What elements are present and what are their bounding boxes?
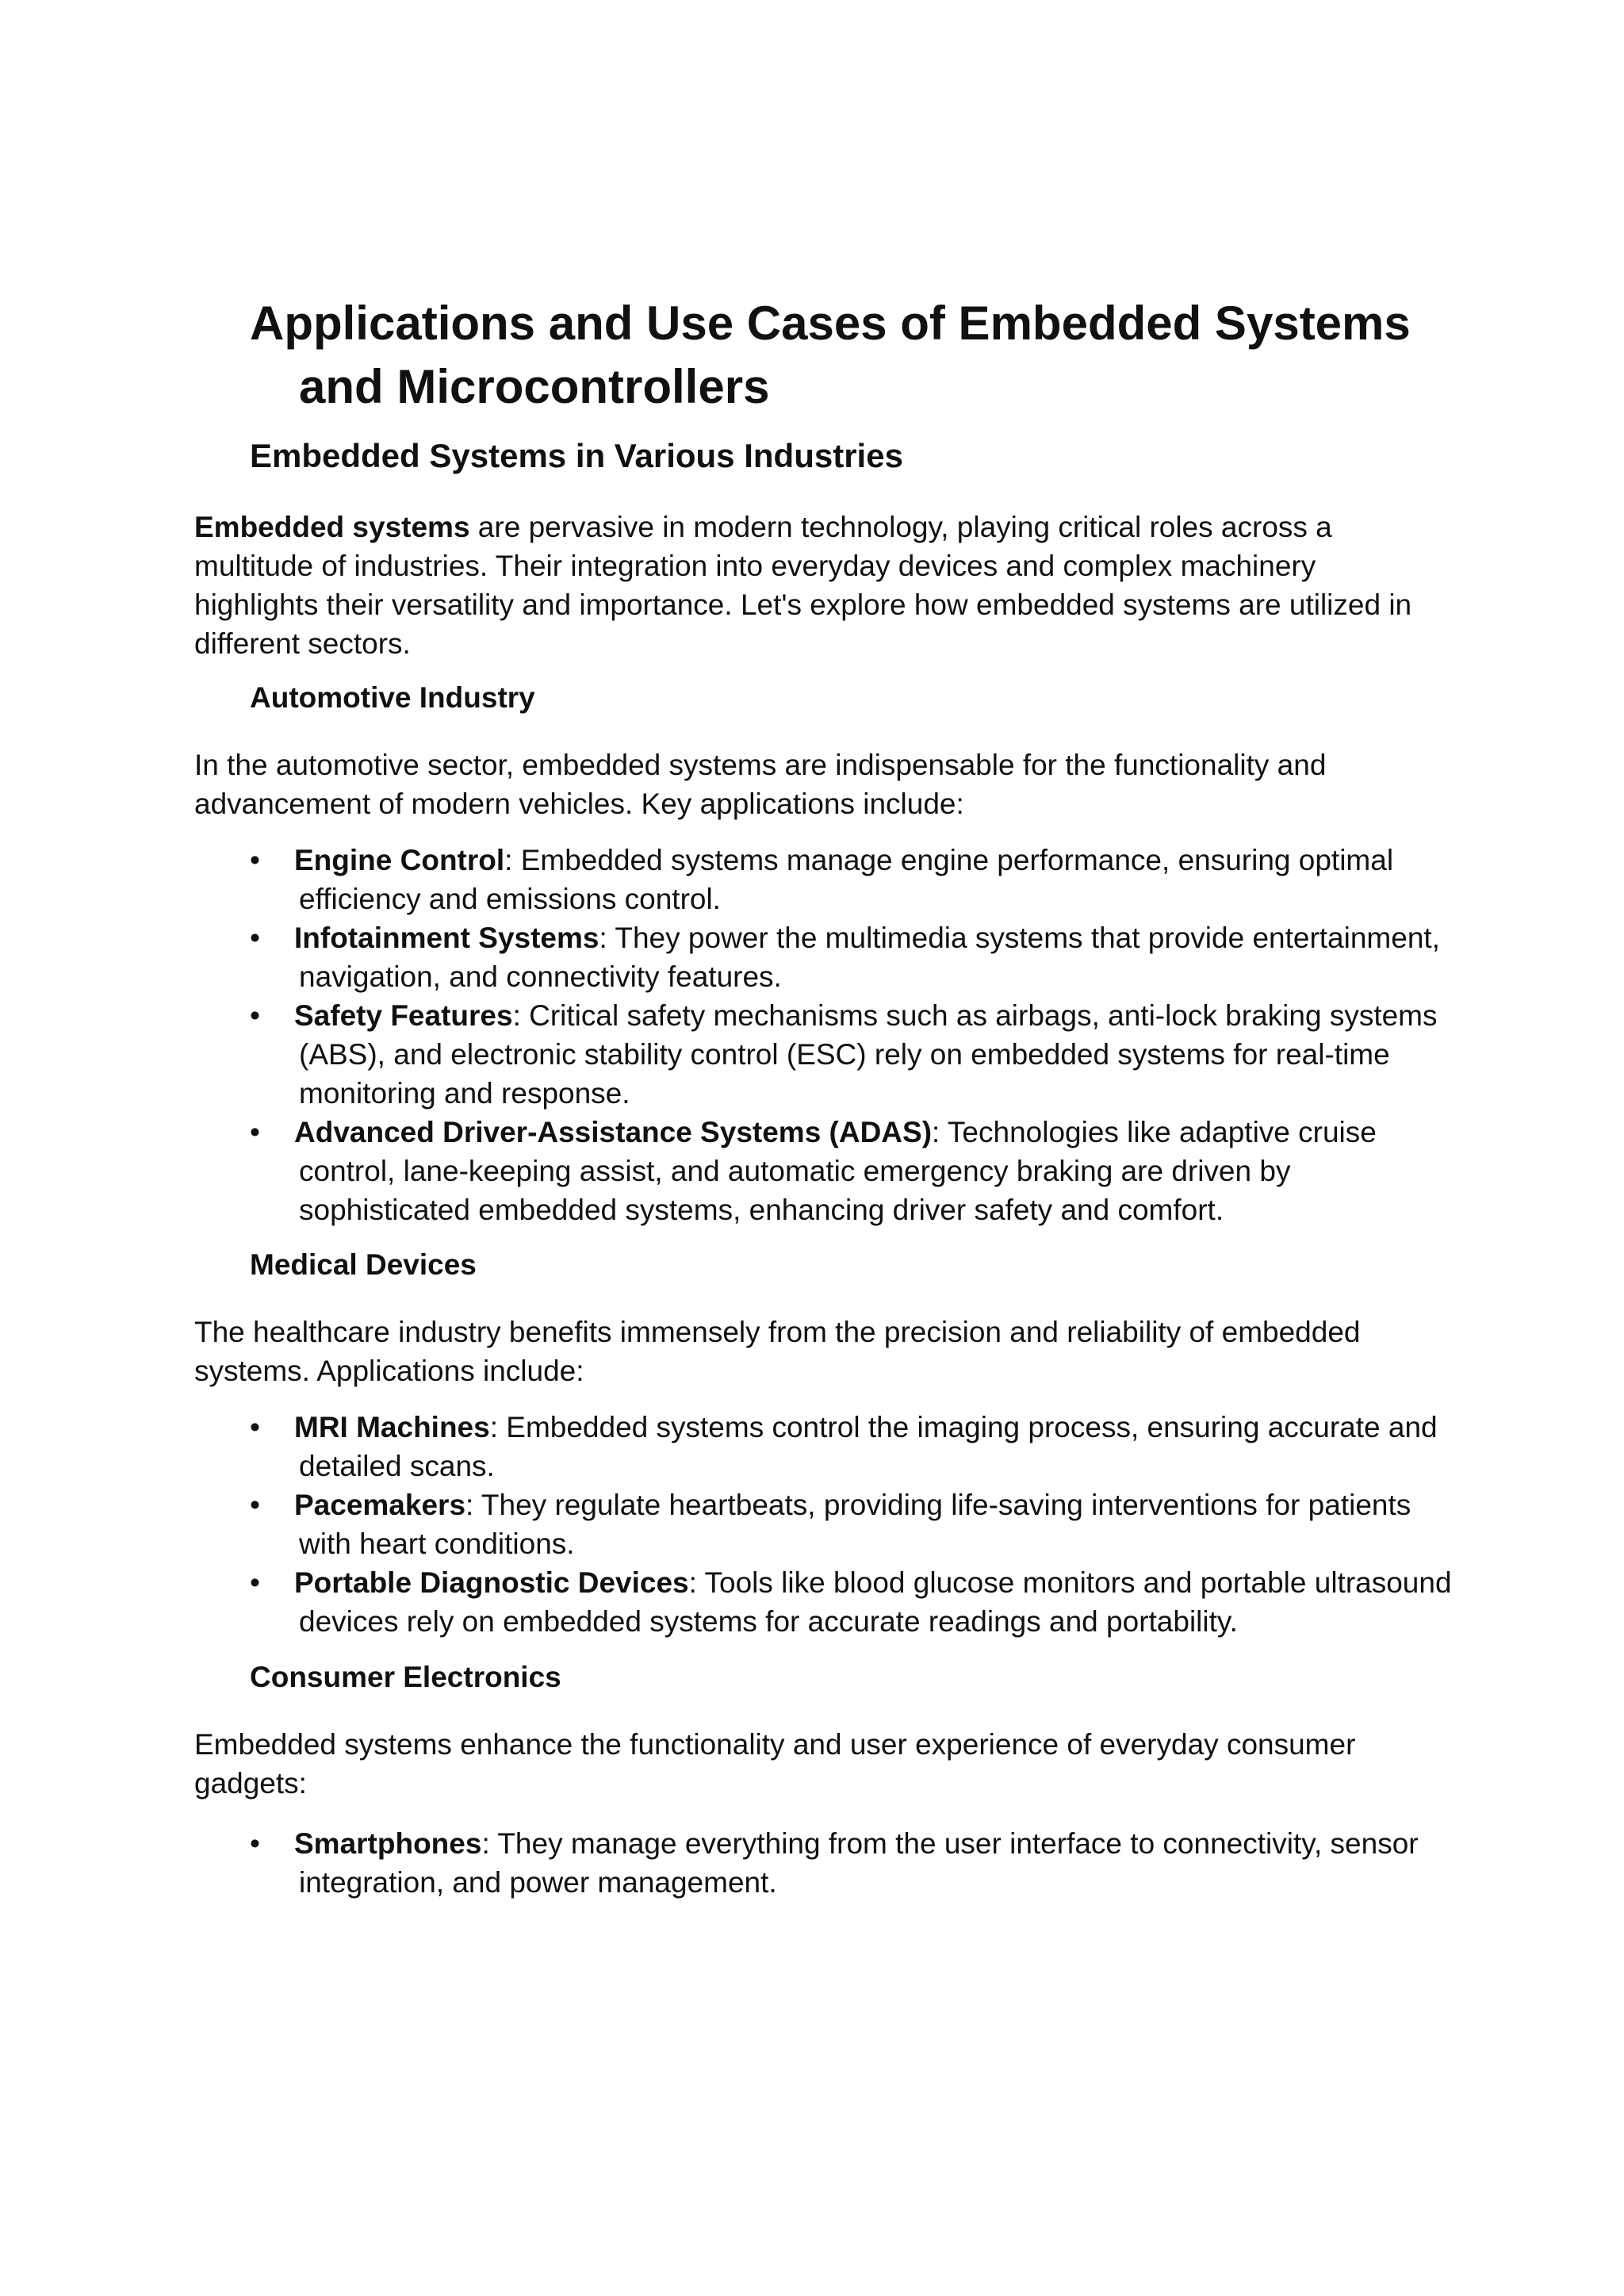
page-title — [250, 292, 1439, 419]
medical-heading: Medical Devices — [250, 1248, 477, 1281]
list-item-desc: : They regulate heartbeats, providing life-saving interventions for patients with heart conditions. — [299, 1489, 1411, 1560]
list-item — [194, 1408, 1463, 1485]
list-item — [194, 1113, 1463, 1229]
list-item-desc: : Technologies like adaptive cruise control, lane-keeping assist, and automatic emergency braking are driven by sophisticated embedded systems, enhancing driver safety and comfort. — [299, 1116, 1377, 1226]
consumer-intro: Embedded systems enhance the functionality and user experience of everyday consumer gadgets: — [194, 1728, 1356, 1800]
intro-text: are pervasive in modern technology, playing critical roles across a multitude of industries. Their integration into everyday devices and complex machinery highlights their versatility and importance. Let's explore how embedded systems are utilized in different sectors. — [194, 511, 1412, 660]
list-item — [194, 918, 1463, 996]
consumer-list — [194, 1824, 1463, 1902]
bullet-icon: • — [250, 1489, 260, 1521]
list-item — [194, 996, 1463, 1113]
list-item — [194, 1563, 1463, 1641]
list-item-term: Portable Diagnostic Devices — [294, 1566, 689, 1599]
bullet-icon: • — [250, 1566, 260, 1599]
list-item-term: Safety Features — [294, 999, 513, 1032]
list-item — [194, 1824, 1463, 1902]
list-item-term: Pacemakers — [294, 1489, 466, 1521]
bullet-icon: • — [250, 1411, 260, 1443]
list-item-desc: : They manage everything from the user interface to connectivity, sensor integration, and power management. — [299, 1827, 1419, 1899]
bullet-icon: • — [250, 1827, 260, 1860]
page-title-line-2: and Microcontrollers — [299, 360, 770, 413]
bullet-icon: • — [250, 922, 260, 954]
list-item-desc: : Embedded systems control the imaging process, ensuring accurate and detailed scans. — [299, 1411, 1438, 1482]
bullet-icon: • — [250, 844, 260, 876]
list-item — [194, 1485, 1463, 1563]
automotive-list — [194, 841, 1463, 1229]
bullet-icon: • — [250, 1116, 260, 1148]
list-item-term: Advanced Driver-Assistance Systems (ADAS) — [294, 1116, 933, 1148]
list-item-desc: : Critical safety mechanisms such as airbags, anti-lock braking systems (ABS), and electronic stability control (ESC) rely on embedded systems for real-time monitoring and response. — [299, 999, 1438, 1110]
list-item-term: Engine Control — [294, 844, 505, 876]
bullet-icon: • — [250, 999, 260, 1032]
consumer-heading: Consumer Electronics — [250, 1661, 561, 1693]
intro-paragraph — [194, 508, 1447, 663]
medical-list — [194, 1408, 1463, 1641]
automotive-heading: Automotive Industry — [250, 681, 535, 714]
list-item — [194, 841, 1463, 918]
intro-bold-term: Embedded systems — [194, 511, 470, 543]
list-item-term: MRI Machines — [294, 1411, 490, 1443]
list-item-desc: : They power the multimedia systems that provide entertainment, navigation, and connectivity features. — [299, 922, 1440, 993]
automotive-intro: In the automotive sector, embedded systems are indispensable for the functionality and advancement of modern vehicles. Key applications include: — [194, 749, 1327, 820]
list-item-desc: : Embedded systems manage engine performance, ensuring optimal efficiency and emissions control. — [299, 844, 1394, 915]
list-item-desc: : Tools like blood glucose monitors and portable ultrasound devices rely on embedded systems for accurate readings and portability. — [299, 1566, 1452, 1638]
medical-intro: The healthcare industry benefits immensely from the precision and reliability of embedded systems. Applications include: — [194, 1316, 1361, 1387]
page-title-line-1: Applications and Use Cases of Embedded Systems — [250, 297, 1411, 350]
list-item-term: Smartphones — [294, 1827, 482, 1860]
list-item-term: Infotainment Systems — [294, 922, 599, 954]
section-heading: Embedded Systems in Various Industries — [250, 437, 903, 474]
